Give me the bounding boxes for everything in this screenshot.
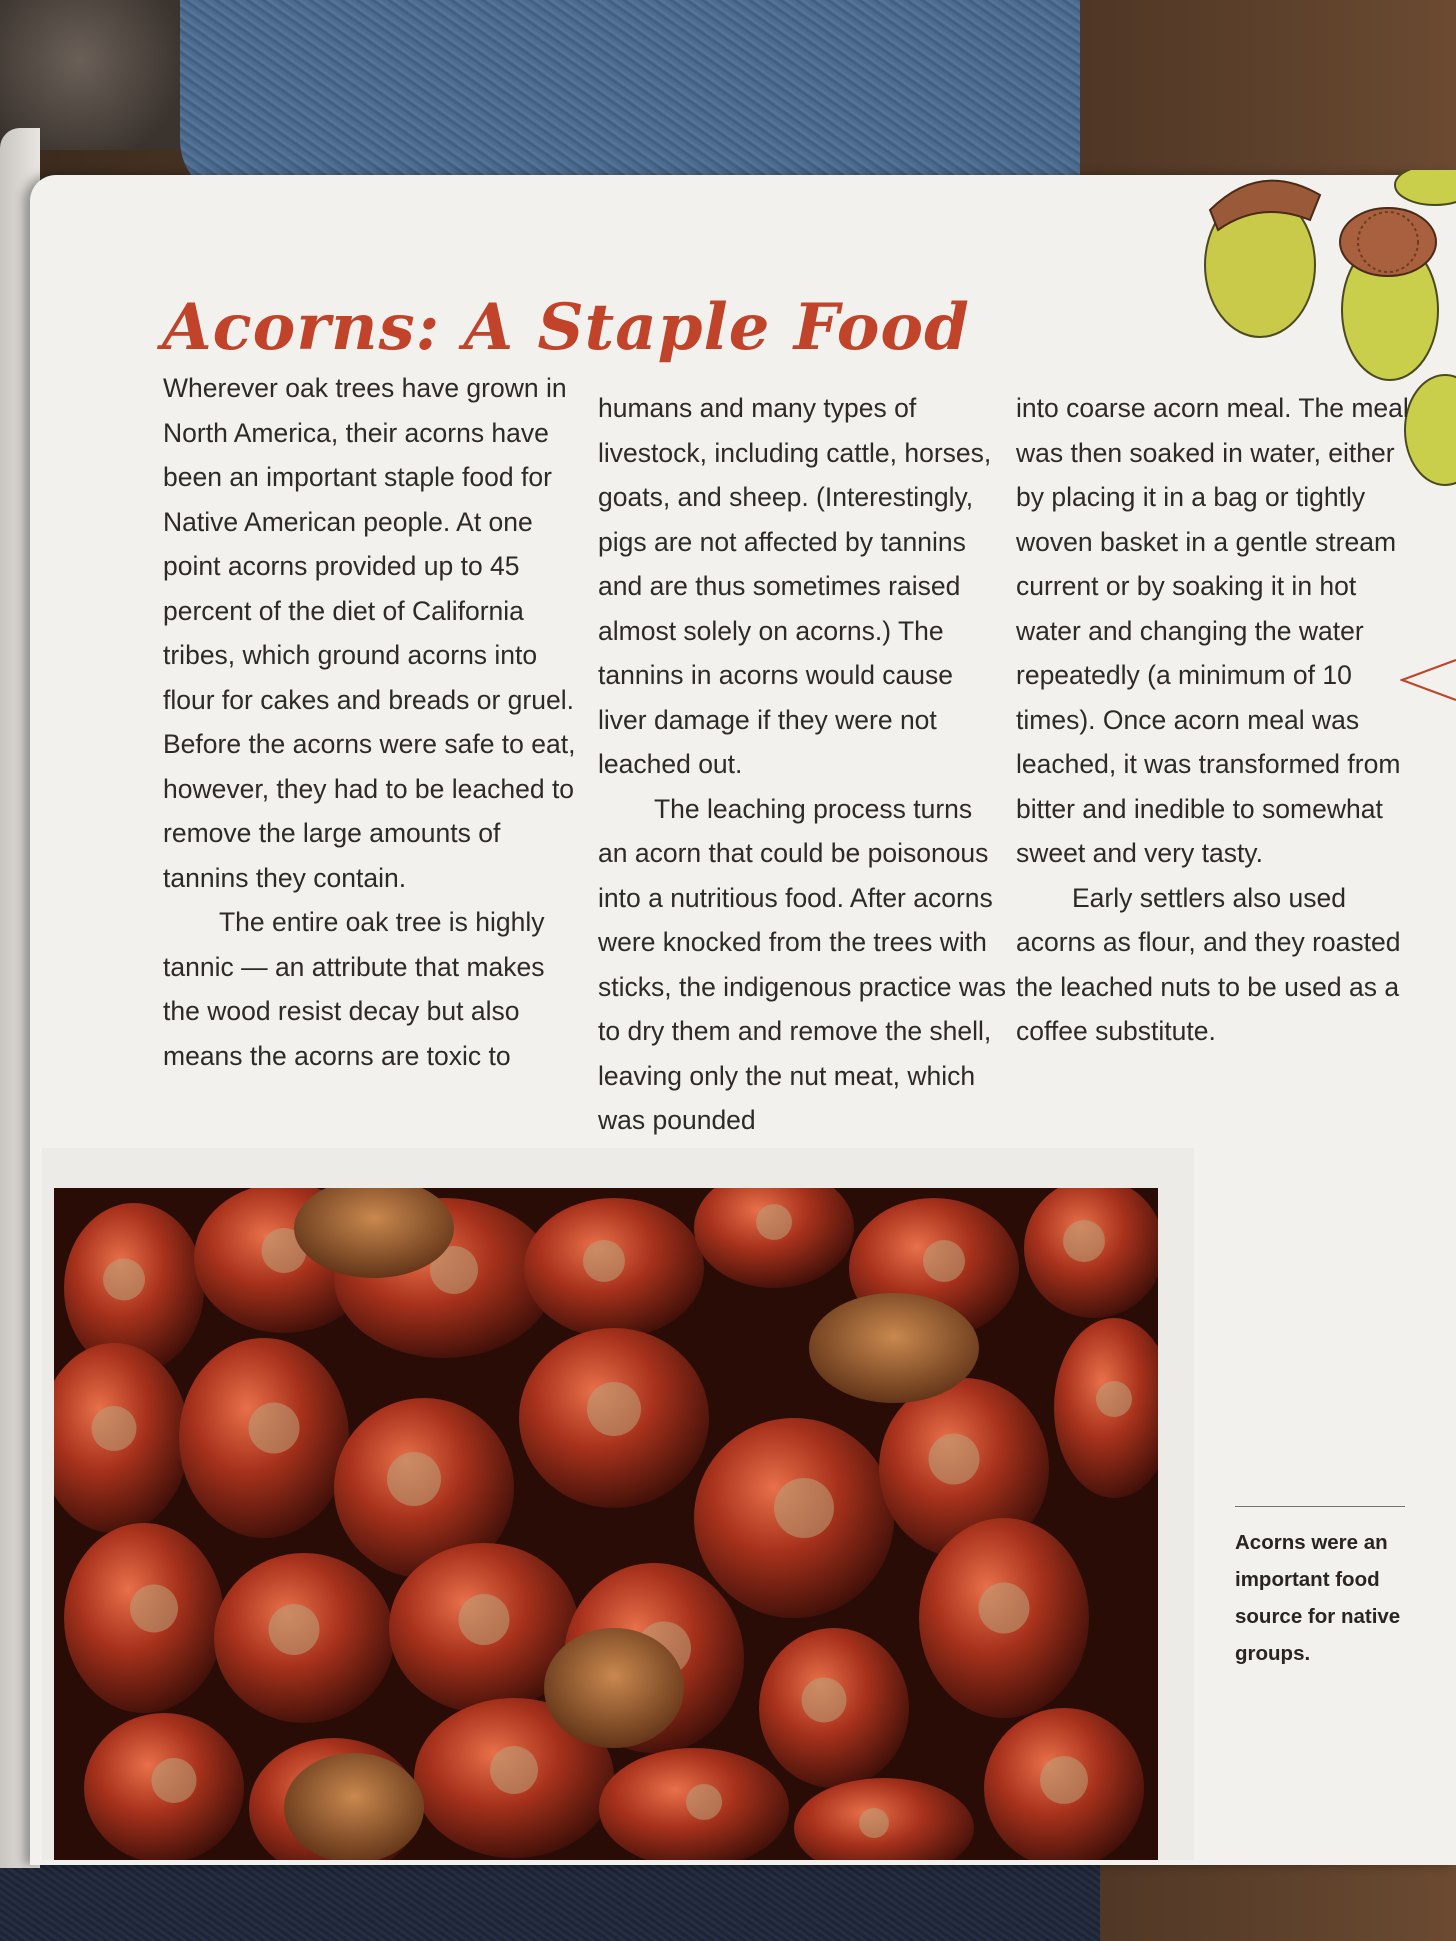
acorn-tip [929, 1434, 980, 1485]
text-column-2 [598, 386, 1008, 1143]
acorn-tip [459, 1594, 510, 1645]
acorn-tip [583, 1240, 625, 1282]
acorn-tip [1040, 1756, 1088, 1804]
text-column-3 [1016, 386, 1416, 1054]
caption-divider [1235, 1506, 1405, 1507]
photo-caption: Acorns were an important food source for native groups. [1235, 1531, 1401, 1665]
acorn-tip [859, 1808, 889, 1838]
acorn-cap [284, 1753, 424, 1860]
acorn-tip [774, 1478, 834, 1538]
page-title: Acorns: A Staple Food [162, 290, 970, 365]
paragraph: Early settlers also used acorns as flour, and they roasted the leached nuts to be used as a coffee substitute. [1016, 882, 1401, 1046]
page-tab-marker [1400, 650, 1456, 710]
paragraph: Wherever oak trees have grown in North America, their acorns have been an important staple food for Native American people. At one point acorns provided up to 45 percent of the diet of California tribes, which ground acorns into flour for cakes and breads or gruel. Before the acorns were safe to eat, however, they had to be leached to remove the large amounts of tannins they contain. [163, 373, 576, 893]
acorn-tip [923, 1240, 965, 1282]
acorn-tip [130, 1585, 178, 1633]
paragraph: into coarse acorn meal. The meal was then soaked in water, either by placing it in a bag or tightly woven basket in a gentle stream current or by soaking it in hot water and changing the water repeatedly (a minimum of 10 times). Once acorn meal was leached, it was transformed from bitter and inedible to somewhat sweet and very tasty. [1016, 393, 1409, 868]
acorn-tip [490, 1746, 538, 1794]
acorn-tip [979, 1583, 1030, 1634]
paragraph: The entire oak tree is highly tannic — an attribute that makes the wood resist decay but also means the acorns are toxic to [163, 907, 545, 1071]
acorn-tip [802, 1678, 847, 1723]
paragraph: The leaching process turns an acorn that could be poisonous into a nutritious food. After acorns were knocked from the trees with sticks, the indigenous practice was to dry them and remove the shell, leaving only the nut meat, which was pounded [598, 793, 1007, 1135]
text-column-1 [163, 366, 583, 1078]
acorn-tip [92, 1406, 137, 1451]
acorn-tip [1096, 1381, 1132, 1417]
acorn-tip [103, 1259, 145, 1301]
acorn-cap [809, 1293, 979, 1403]
acorn-tip [152, 1758, 197, 1803]
acorn-tip [269, 1604, 320, 1655]
acorn-tip [387, 1452, 441, 1506]
acorn-tip [756, 1204, 792, 1240]
acorn-tip [249, 1403, 300, 1454]
acorn-tip [587, 1382, 641, 1436]
acorns-photo [54, 1188, 1158, 1860]
acorn-tip [686, 1784, 722, 1820]
paragraph: humans and many types of livestock, including cattle, horses, goats, and sheep. (Interestingly, pigs are not affected by tannins and are thus sometimes raised almost solely on acorns.) The tannins in acorns would cause liver damage if they were not leached out. [598, 393, 992, 779]
acorn-tip [1063, 1220, 1105, 1262]
denim-background [180, 0, 1080, 200]
acorn-cap [544, 1628, 684, 1748]
